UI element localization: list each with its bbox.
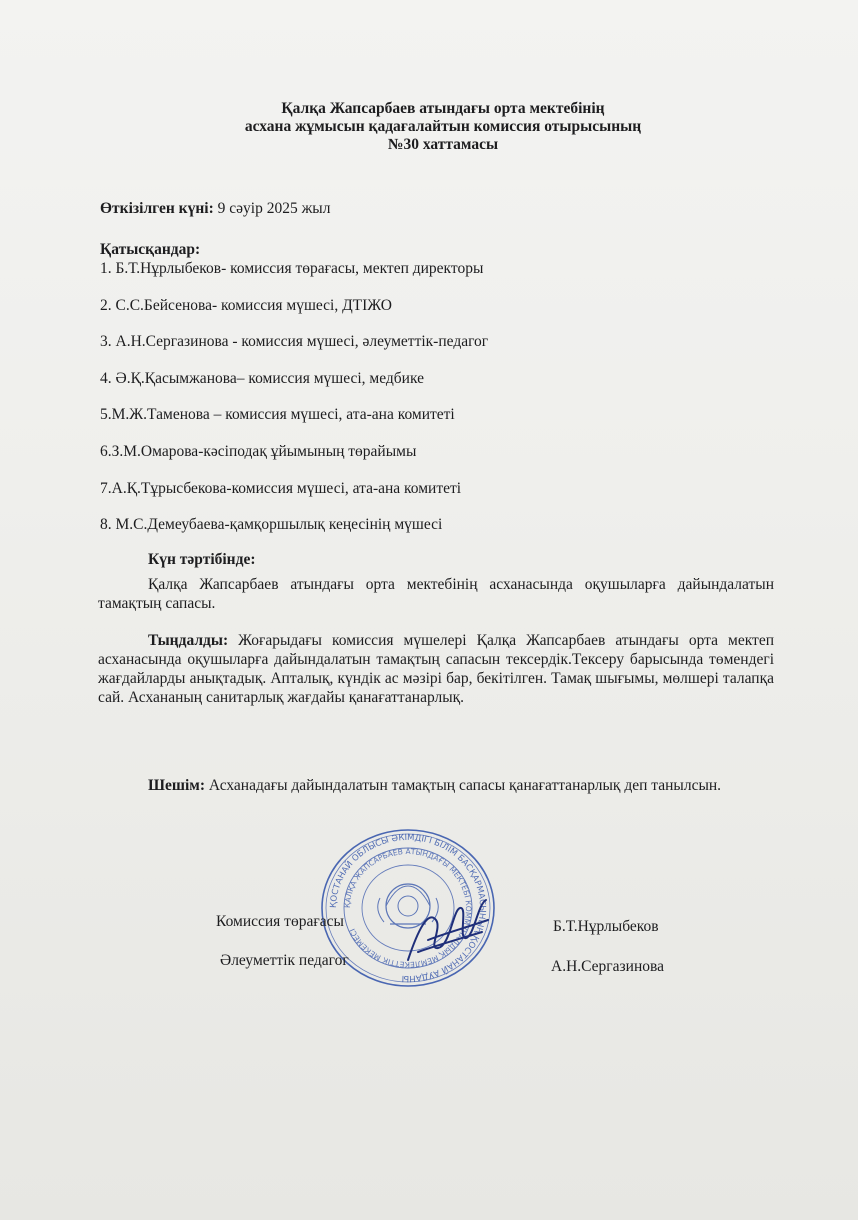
participant-item: 3. А.Н.Сергазинова - комиссия мүшесі, әлеуметтік-педагог — [100, 333, 489, 350]
signature-mark — [398, 890, 498, 970]
agenda-text: Қалқа Жапсарбаев атындағы орта мектебінің асханасында оқушыларға дайындалатын тамақтың сапасы. — [98, 576, 774, 612]
header-line-3: №30 хаттамасы — [387, 136, 499, 153]
document-header — [0, 100, 858, 154]
date-label: Өткізілген күні: — [100, 200, 214, 217]
header-line-1: Қалқа Жапсарбаев атындағы орта мектебінің — [281, 100, 605, 117]
signature-role-pedagog: Әлеуметтік педагог — [220, 952, 349, 969]
date-value: 9 сәуір 2025 жыл — [213, 200, 331, 217]
participants-label: Қатысқандар: — [100, 241, 201, 258]
svg-text:ҚАЛҚА ЖАПСАРБАЕВ АТЫНДАҒЫ МЕКТ: ҚАЛҚА ЖАПСАРБАЕВ АТЫНДАҒЫ МЕКТЕБІ КОММУНАЛДЫҚ МЕМЛЕКЕТТІК МЕКЕМЕСІ — [342, 846, 474, 970]
signature-role-chair: Комиссия төрағасы — [216, 913, 344, 930]
heard-section — [98, 631, 774, 707]
header-line-2: асхана жұмысын қадағалайтын комиссия отырысының — [244, 118, 642, 135]
heard-label: Тыңдалды: — [148, 632, 229, 649]
decision-label: Шешім: — [148, 777, 206, 794]
participant-item: 4. Ә.Қ.Қасымжанова– комиссия мүшесі, медбике — [100, 370, 424, 387]
decision-section — [98, 776, 774, 795]
agenda-label: Күн тәртібінде: — [148, 551, 256, 568]
decision-text: Асханадағы дайындалатын тамақтың сапасы қанағаттанарлық деп танылсын. — [205, 777, 722, 794]
participant-item: 7.А.Қ.Тұрысбекова-комиссия мүшесі, ата-ана комитеті — [100, 480, 462, 497]
participant-item: 6.З.М.Омарова-кәсіподақ ұйымының төрайымы — [100, 443, 417, 460]
meeting-date — [100, 199, 330, 218]
signature-name-chair: Б.Т.Нұрлыбеков — [553, 918, 659, 935]
participant-item: 2. С.С.Бейсенова- комиссия мүшесі, ДТІЖО — [100, 297, 392, 314]
participant-item: 1. Б.Т.Нұрлыбеков- комиссия төрағасы, мектеп директоры — [100, 260, 484, 277]
svg-text:ҚОСТАНАЙ ОБЛЫСЫ ӘКІМДІГІ БІЛІМ: ҚОСТАНАЙ ОБЛЫСЫ ӘКІМДІГІ БІЛІМ БАСҚАРМАСЫНЫҢ ҚОСТАНАЙ АУДАНЫ — [328, 832, 488, 984]
participant-item: 8. М.С.Демеубаева-қамқоршылық кеңесінің мүшесі — [100, 516, 443, 533]
signature-name-pedagog: А.Н.Сергазинова — [551, 958, 664, 975]
heard-text: Жоғарыдағы комиссия мүшелері Қалқа Жапсарбаев атындағы орта мектеп асханасында оқушыларға дайындалатын тамақтың сапасын тексердік.Тексеру барысында төмендегі жағдайларды анықтадық. Апталық, күндік ас мәзірі бар, бекітілген. Тамақ шығымы, мөлшері талапқа сай. Асхананың санитарлық жағдайы қанағаттанарлық. — [98, 632, 774, 706]
participant-item: 5.М.Ж.Таменова – комиссия мүшесі, ата-ана комитеті — [100, 406, 455, 423]
